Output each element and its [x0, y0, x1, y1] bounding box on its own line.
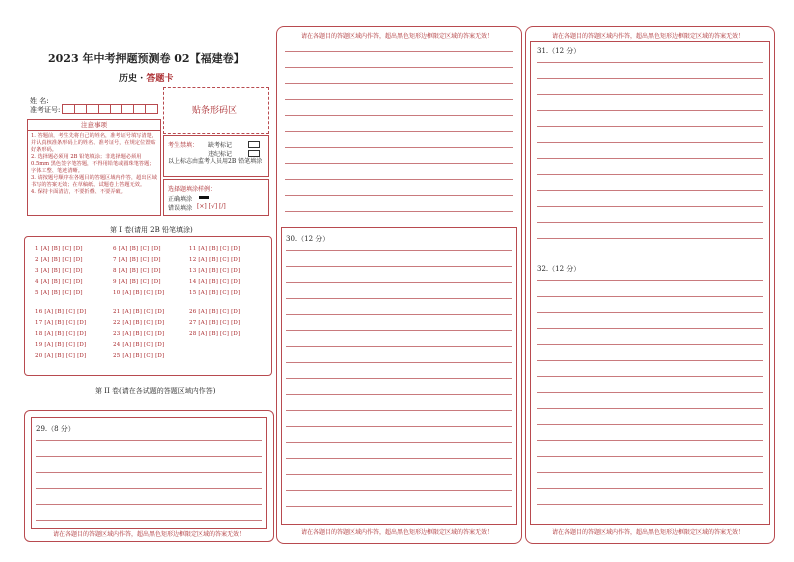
q31-32-answer-area[interactable]	[530, 41, 770, 525]
q28-answer-lines[interactable]	[285, 27, 513, 227]
mc-row[interactable]: 4 [A] [B] [C] [D]	[35, 279, 83, 285]
notice-item: 1. 答题前，考生先将自己的姓名，准考证号填写清楚，并认真核准条形码上的姓名、准考证号，在规定位置贴好条形码。	[31, 133, 157, 153]
q32-label: 32.（12 分）	[537, 265, 581, 273]
notice-item: 3. 请按题号顺序在各题目的答题区域内作答，超出区域书写的答案无效；在草稿纸、试题卷上答题无效。	[31, 175, 157, 188]
q29-answer-area[interactable]	[31, 417, 267, 529]
mc-row[interactable]: 5 [A] [B] [C] [D]	[35, 290, 83, 296]
mc-box	[24, 236, 272, 376]
mc-row[interactable]: 28 [A] [B] [C] [D]	[189, 331, 241, 337]
mc-row[interactable]: 27 [A] [B] [C] [D]	[189, 320, 241, 326]
notice-item: 4. 保持卡面清洁，不要折叠、不要弄破。	[31, 189, 126, 195]
mc-row[interactable]: 15 [A] [B] [C] [D]	[189, 290, 241, 296]
mc-row[interactable]: 9 [A] [B] [C] [D]	[113, 279, 161, 285]
mc-row[interactable]: 25 [A] [B] [C] [D]	[113, 353, 165, 359]
name-label: 姓 名:	[30, 97, 49, 105]
notice-item: 2. 选择题必须用 2B 铅笔填涂；非选择题必须用 0.5mm 黑色签字笔答题，不得用铅笔或圆珠笔答题；字体工整、笔迹清晰。	[31, 154, 155, 174]
warning-text: 请在各题目的答题区域内作答，超出黑色矩形边框限定区域的答案无效！	[552, 529, 745, 536]
mc-row[interactable]: 13 [A] [B] [C] [D]	[189, 268, 241, 274]
warning-text: 请在各题目的答题区域内作答，超出黑色矩形边框限定区域的答案无效！	[53, 531, 246, 538]
page-title: 2023 年中考押题预测卷 02【福建卷】	[48, 52, 245, 65]
section1-title: 第 I 卷(请用 2B 铅笔填涂)	[110, 226, 193, 234]
warning-text: 请在各题目的答题区域内作答，超出黑色矩形边框限定区域的答案无效！	[552, 33, 745, 40]
mc-row[interactable]: 24 [A] [B] [C] [D]	[113, 342, 165, 348]
mc-row[interactable]: 14 [A] [B] [C] [D]	[189, 279, 241, 285]
id-label: 准考证号:	[30, 106, 61, 114]
mc-row[interactable]: 20 [A] [B] [C] [D]	[35, 353, 87, 359]
mc-row[interactable]: 19 [A] [B] [C] [D]	[35, 342, 87, 348]
violation-checkbox[interactable]	[248, 150, 260, 157]
section2-title: 第 II 卷(请在各试题的答题区域内作答)	[95, 387, 216, 395]
notice-title: 注意事项	[28, 120, 160, 131]
q31-label: 31.（12 分）	[537, 47, 581, 55]
notice-box	[27, 119, 161, 216]
mc-row[interactable]: 7 [A] [B] [C] [D]	[113, 257, 161, 263]
middle-column	[276, 26, 522, 544]
absent-checkbox[interactable]	[248, 141, 260, 148]
mc-row[interactable]: 18 [A] [B] [C] [D]	[35, 331, 87, 337]
id-boxes[interactable]	[62, 104, 158, 114]
barcode-area: 贴条形码区	[163, 87, 269, 134]
answer-card-label: 答题卡	[146, 74, 174, 84]
q30-label: 30.（12 分）	[286, 235, 330, 243]
mc-row[interactable]: 10 [A] [B] [C] [D]	[113, 290, 165, 296]
q29-label: 29.（8 分）	[36, 425, 75, 433]
mc-row[interactable]: 16 [A] [B] [C] [D]	[35, 309, 87, 315]
q30-answer-area[interactable]	[281, 227, 517, 525]
warning-text: 请在各题目的答题区域内作答，超出黑色矩形边框限定区域的答案无效！	[301, 33, 494, 40]
right-column	[525, 26, 775, 544]
warning-text: 请在各题目的答题区域内作答，超出黑色矩形边框限定区域的答案无效！	[301, 529, 494, 536]
mc-row[interactable]: 12 [A] [B] [C] [D]	[189, 257, 241, 263]
mc-row[interactable]: 1 [A] [B] [C] [D]	[35, 246, 83, 252]
mc-row[interactable]: 23 [A] [B] [C] [D]	[113, 331, 165, 337]
q29-box	[24, 410, 274, 542]
mc-row[interactable]: 21 [A] [B] [C] [D]	[113, 309, 165, 315]
mc-row[interactable]: 17 [A] [B] [C] [D]	[35, 320, 87, 326]
absence-box: 考生禁填： 缺考标记 违纪标记 以上标志由监考人员用2B 铅笔填涂	[163, 135, 269, 177]
mc-row[interactable]: 6 [A] [B] [C] [D]	[113, 246, 161, 252]
subject-label: 历史 ·	[119, 74, 147, 84]
mc-row[interactable]: 2 [A] [B] [C] [D]	[35, 257, 83, 263]
fill-example-box: 选择题填涂样例： 正确填涂 错误填涂 [×] [√] [/]	[163, 179, 269, 216]
mc-row[interactable]: 3 [A] [B] [C] [D]	[35, 268, 83, 274]
subject-line	[119, 71, 173, 84]
mc-row[interactable]: 11 [A] [B] [C] [D]	[189, 246, 241, 252]
mc-row[interactable]: 22 [A] [B] [C] [D]	[113, 320, 165, 326]
mc-row[interactable]: 8 [A] [B] [C] [D]	[113, 268, 161, 274]
mc-row[interactable]: 26 [A] [B] [C] [D]	[189, 309, 241, 315]
